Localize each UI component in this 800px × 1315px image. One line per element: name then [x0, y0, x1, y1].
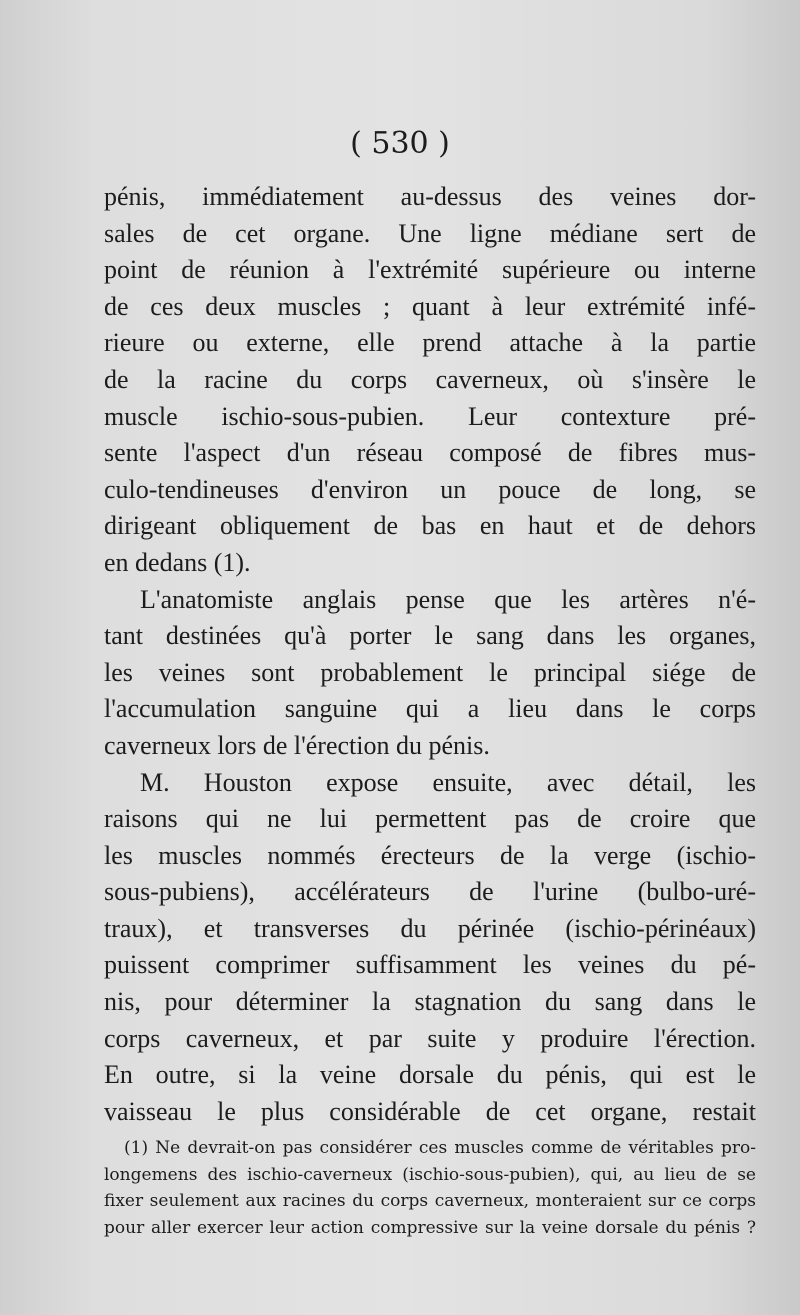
- body-line: raisons qui ne lui permettent pas de croire que: [104, 804, 756, 834]
- body-line: muscle ischio-sous-pubien. Leur contexture pré-: [104, 401, 756, 431]
- body-line: culo-tendineuses d'environ un pouce de long, se: [104, 474, 756, 504]
- body-line: vaisseau le plus considérable de cet organe, restait: [104, 1096, 756, 1126]
- body-line: En outre, si la veine dorsale du pénis, qui est le: [104, 1060, 756, 1090]
- body-line: pénis, immédiatement au-dessus des veines dor-: [104, 182, 756, 211]
- body-text: [104, 179, 756, 1130]
- body-line: corps caverneux, et par suite y produire l'érection.: [104, 1023, 756, 1053]
- body-line: dirigeant obliquement de bas en haut et de dehors: [104, 511, 756, 541]
- body-line: tant destinées qu'à porter le sang dans les organes,: [104, 621, 756, 651]
- footnote-line: longemens des ischio-caverneux (ischio-sous-pubien), qui, au lieu de se: [104, 1164, 756, 1185]
- footnote: [104, 1135, 756, 1241]
- body-line: point de réunion à l'extrémité supérieure ou interne: [104, 255, 756, 285]
- body-line: sales de cet organe. Une ligne médiane sert de: [104, 218, 756, 248]
- footnote-line: fixer seulement aux racines du corps caverneux, monteraient sur ce corps: [104, 1191, 756, 1211]
- body-line: les muscles nommés érecteurs de la verge (ischio-: [104, 840, 756, 870]
- body-line: L'anatomiste anglais pense que les artères n'é-: [140, 584, 756, 614]
- body-line: l'accumulation sanguine qui a lieu dans le corps: [104, 694, 756, 724]
- body-line: caverneux lors de l'érection du pénis.: [104, 730, 490, 760]
- footnote-line: (1) Ne devrait-on pas considérer ces muscles comme de véritables pro-: [124, 1138, 756, 1158]
- body-line: traux), et transverses du périnée (ischio-périnéaux): [104, 913, 756, 943]
- body-line: rieure ou externe, elle prend attache à la partie: [104, 328, 756, 358]
- body-line: nis, pour déterminer la stagnation du sang dans le: [104, 987, 756, 1017]
- body-line: sous-pubiens), accélérateurs de l'urine (bulbo-uré-: [104, 877, 756, 907]
- body-line: de ces deux muscles ; quant à leur extrémité infé-: [104, 291, 756, 321]
- body-line: sente l'aspect d'un réseau composé de fibres mus-: [104, 438, 756, 468]
- body-line: en dedans (1).: [104, 547, 251, 577]
- footnote-line: pour aller exercer leur action compressive sur la veine dorsale du pénis ?: [104, 1217, 756, 1238]
- body-line: puissent comprimer suffisamment les veines du pé-: [104, 950, 756, 980]
- body-line: M. Houston expose ensuite, avec détail, les: [140, 767, 756, 797]
- page-number: ( 530 ): [350, 126, 450, 161]
- body-line: de la racine du corps caverneux, où s'insère le: [104, 364, 756, 394]
- body-line: les veines sont probablement le principal siége de: [104, 657, 756, 687]
